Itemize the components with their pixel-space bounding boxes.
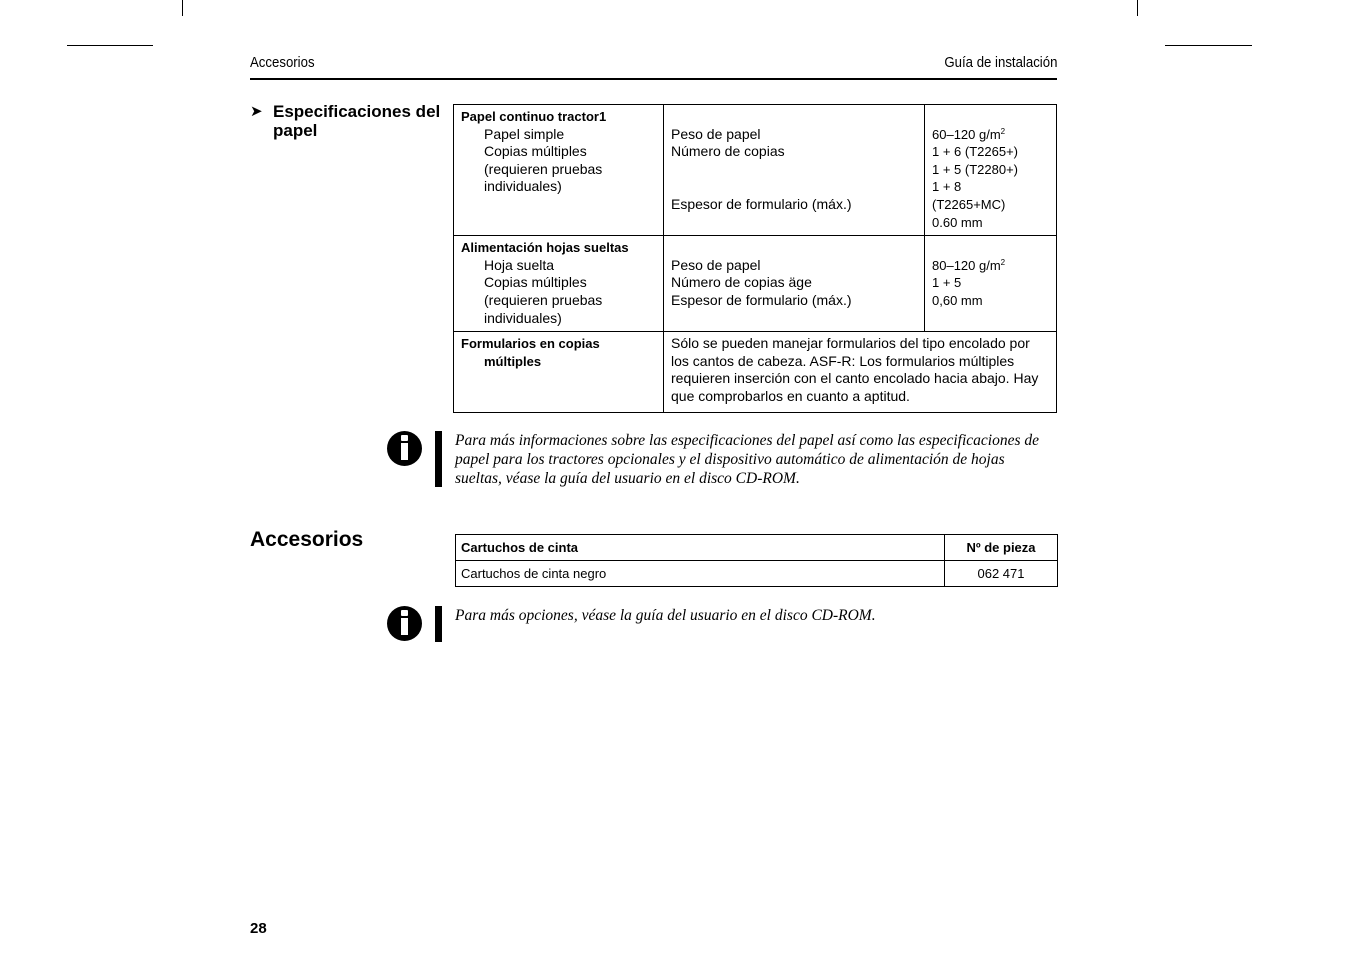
- spec-value-cell: [925, 236, 1057, 332]
- running-header-section: Accesorios: [250, 54, 315, 71]
- spec-value-cell: [925, 105, 1057, 236]
- accessories-table: [455, 534, 1058, 587]
- category-title: Formularios en copias: [461, 336, 600, 352]
- header-rule: [250, 78, 1057, 80]
- crop-mark-top-right-v: [1137, 0, 1138, 16]
- category-item: Copias múltiples: [484, 143, 587, 160]
- category-item: Copias múltiples: [484, 274, 587, 291]
- property-value: 0,60 mm: [932, 292, 983, 308]
- category-item: individuales): [484, 178, 562, 195]
- info-icon: [387, 431, 422, 466]
- crop-mark-left-h: [67, 45, 153, 46]
- category-title: múltiples: [484, 353, 542, 369]
- category-item: Hoja suelta: [484, 256, 555, 273]
- property-value: 0.60 mm: [932, 214, 983, 230]
- note-text: Para más opciones, véase la guía del usuario en el disco CD-ROM.: [455, 607, 876, 624]
- spec-property-cell: [664, 236, 925, 332]
- property-label: Peso de papel: [671, 256, 761, 273]
- property-value: 60–120 $g/m^2$: [932, 126, 1006, 142]
- table-row: [454, 236, 1057, 332]
- spec-category-cell: [454, 332, 664, 412]
- running-header-title: Guía de instalación: [943, 54, 1057, 71]
- table-cell: 062 471: [945, 561, 1058, 587]
- property-value: 1 + 6 (T2265+): [932, 144, 1018, 160]
- note-text: Para más informaciones sobre las especificaciones del papel así como las especificaciones de papel para los tractores opcionales y el dispositivo automático de alimentación de hojas sueltas, véase la guía del usuario en el disco CD-ROM.: [455, 432, 1040, 487]
- crop-mark-top-left-v: [182, 0, 183, 16]
- table-cell: Cartuchos de cinta negro: [456, 561, 945, 587]
- spec-heading-text: Especificaciones del papel: [273, 102, 441, 140]
- property-value: 80–120 $g/m^2$: [932, 257, 1006, 273]
- paper-spec-table: [453, 104, 1057, 413]
- category-item: (requieren pruebas: [484, 291, 603, 308]
- spec-category-cell: [454, 105, 664, 236]
- category-item: (requieren pruebas: [484, 160, 603, 177]
- category-item: Papel simple: [484, 125, 565, 142]
- arrow-bullet-icon: ➤: [250, 103, 263, 120]
- category-item: individuales): [484, 309, 562, 326]
- property-label: Peso de papel: [671, 125, 761, 142]
- spec-description-cell: Sólo se pueden manejar formularios del tipo encolado por los cantos de cabeza. ASF-R: Los formularios múltiples requieren inserción con el canto encolado hacia abajo. Hay que comprobarlos en cuanto a aptitud.: [664, 332, 1057, 412]
- property-value: 1 + 5 (T2280+): [932, 161, 1018, 177]
- table-row: [454, 332, 1057, 412]
- table-row: [454, 105, 1057, 236]
- property-label: Número de copias äge: [671, 274, 812, 291]
- property-value: (T2265+MC): [932, 196, 1006, 212]
- column-header: Nº de pieza: [945, 535, 1058, 561]
- note-margin-bar: [435, 606, 442, 642]
- category-title: Alimentación hojas sueltas: [461, 240, 629, 256]
- property-label: Número de copias: [671, 143, 785, 160]
- spec-side-heading: [250, 102, 450, 140]
- crop-mark-right-h: [1165, 45, 1252, 46]
- page-number: 28: [250, 920, 267, 937]
- table-row: [456, 561, 1058, 587]
- property-label: Espesor de formulario (máx.): [671, 291, 852, 308]
- property-value: 1 + 8: [932, 179, 962, 195]
- column-header: Cartuchos de cinta: [456, 535, 945, 561]
- info-icon: [387, 606, 422, 641]
- category-title: Papel continuo tractor1: [461, 109, 607, 124]
- spec-property-cell: [664, 105, 925, 236]
- table-header-row: [456, 535, 1058, 561]
- spec-category-cell: [454, 236, 664, 332]
- property-value: 1 + 5: [932, 275, 962, 291]
- note-margin-bar: [435, 431, 442, 487]
- section-heading: Accesorios: [250, 528, 364, 551]
- property-label: Espesor de formulario (máx.): [671, 195, 852, 212]
